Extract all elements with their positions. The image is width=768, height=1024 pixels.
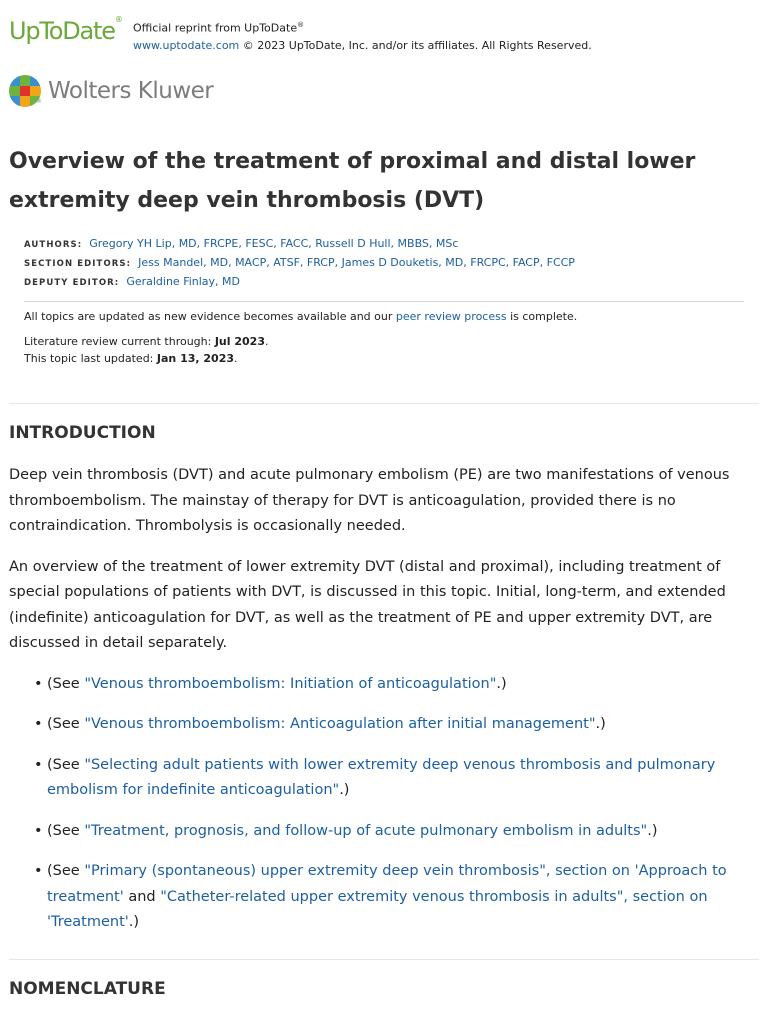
last-updated-label: This topic last updated: [24,352,157,365]
ref-link[interactable]: "Venous thromboembolism: Anticoagulation after initial management" [84,716,596,732]
reprint-text: Official reprint from UpToDate [133,21,298,35]
ref-link[interactable]: "Venous thromboembolism: Initiation of anticoagulation" [84,675,497,692]
bullet-icon: • [34,863,43,879]
introduction-heading: INTRODUCTION [9,423,156,443]
ref-link[interactable]: "Primary (spontaneous) upper extremity deep vein thrombosis", section on 'Approach to treatment' [47,863,727,905]
meta-divider [24,301,744,302]
copyright-line [133,37,592,54]
last-updated-date: Jan 13, 2023 [156,352,234,365]
authors-link[interactable]: Gregory YH Lip, MD, FRCPE, FESC, FACC, Russell D Hull, MBBS, MSc [89,237,459,250]
see-close: .) [496,675,507,692]
see-open: (See [47,756,85,773]
page-title: Overview of the treatment of proximal and distal lower extremity deep vein thrombosis (DVT) [9,149,696,213]
reprint-line [133,17,592,37]
uptodate-logo-reg: ® [114,15,123,24]
site-link[interactable]: www.uptodate.com [133,38,240,52]
authors-label: AUTHORS: [24,240,83,250]
section-editors-row [24,254,744,273]
bullet-icon: • [34,675,43,692]
bullet-icon: • [34,716,43,732]
ref-link[interactable]: "Selecting adult patients with lower extremity deep venous thrombosis and pulmonary embolism for indefinite anticoagulation" [47,756,716,798]
deputy-editor-link[interactable]: Geraldine Finlay, MD [126,275,241,288]
see-open: (See [47,675,85,692]
topic-meta [24,235,744,367]
wolters-kluwer-wordmark: Wolters Kluwer [48,78,214,104]
bullet-icon: • [34,822,43,839]
section-editors-link[interactable]: Jess Mandel, MD, MACP, ATSF, FRCP, James D Douketis, MD, FRCPC, FACP, FCCP [138,256,575,269]
see-close: .) [595,716,606,732]
lit-review-label: Literature review current through: [24,335,215,348]
see-open: (See [47,863,85,879]
section-divider [9,403,759,404]
uptodate-logo [9,17,123,45]
wolters-kluwer-reg: ® [36,97,42,105]
introduction-body [9,463,754,951]
reprint-reg: ® [297,21,305,29]
list-item [9,859,754,936]
wolters-kluwer-logo [9,75,213,107]
see-open: (See [47,716,85,732]
deputy-editor-row [24,273,744,292]
update-pre: All topics are updated as new evidence becomes available and our [24,310,396,323]
lit-review-line: Literature review current through: Jul 2023. [24,335,269,348]
see-also-list [9,672,754,936]
uptodate-logo-text: UpToDate [9,17,115,45]
peer-review-link[interactable]: peer review process [395,310,507,323]
see-open: (See [47,822,85,839]
intro-paragraph-1: Deep vein thrombosis (DVT) and acute pulmonary embolism (PE) are two manifestations of venous thromboembolism. The mainstay of therapy for DVT is anticoagulation, provided there is no contraindication. Thrombolysis is occasionally needed. [9,467,730,534]
section-editors-label: SECTION EDITORS: [24,259,132,269]
see-close: .) [647,822,658,839]
see-close: .) [128,914,140,930]
bullet-icon: • [34,756,43,773]
intro-paragraph-2: An overview of the treatment of lower extremity DVT (distal and proximal), including treatment of special populations of patients with DVT, is discussed in this topic. Initial, long-term, and extended (indefinite) anticoagulation for DVT, as well as the treatment of PE and upper extremity DVT, are discussed in detail separately. [9,558,726,651]
section-divider [9,959,759,960]
ref-link[interactable]: "Catheter-related upper extremity venous thrombosis in adults", section on 'Treatment' [47,888,708,930]
ref-and: and [123,888,161,905]
list-item [9,712,754,738]
list-item [9,819,754,845]
last-updated-line: This topic last updated: Jan 13, 2023. [24,352,238,365]
see-close: .) [339,782,350,798]
update-notice [24,308,744,325]
update-post: is complete. [506,310,578,323]
list-item [9,753,754,804]
copyright-text: © 2023 UpToDate, Inc. and/or its affiliates. All Rights Reserved. [239,38,592,52]
ref-link[interactable]: "Treatment, prognosis, and follow-up of acute pulmonary embolism in adults" [84,822,648,839]
authors-row [24,235,744,254]
list-item [9,672,754,698]
nomenclature-heading: NOMENCLATURE [9,979,166,999]
deputy-editor-label: DEPUTY EDITOR: [24,278,120,288]
reprint-notice [133,17,592,54]
lit-review-date: Jul 2023 [214,335,265,348]
